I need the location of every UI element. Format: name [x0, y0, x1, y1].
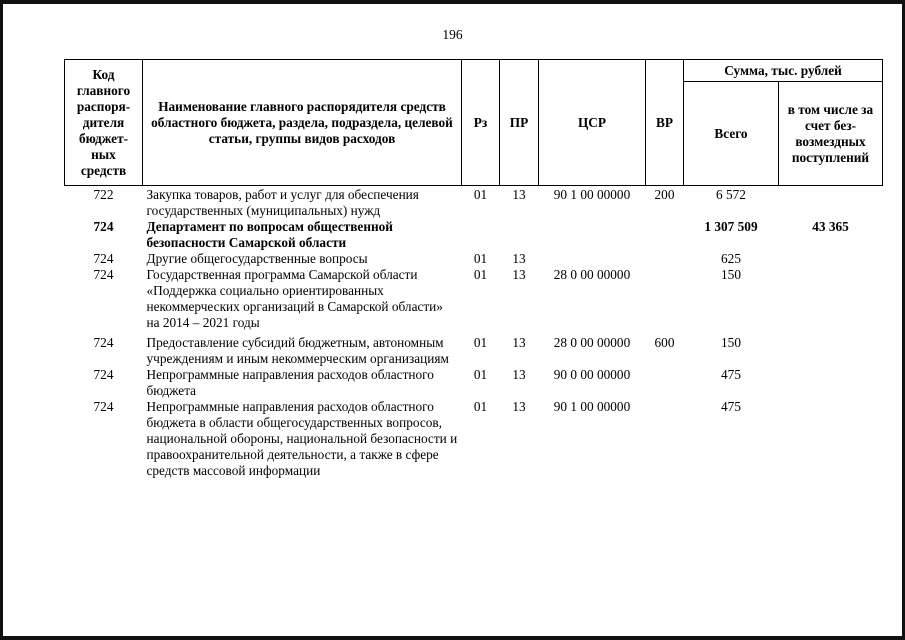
- row-code: 724: [93, 251, 114, 266]
- row-name: Предоставление субсидий бюджетным, автономным учреждениям и иным некоммерческим организациям: [146, 335, 449, 366]
- row-total: 1 307 509: [704, 219, 758, 234]
- row-total: 150: [721, 335, 741, 350]
- row-vr: 200: [654, 187, 675, 202]
- row-code: 722: [93, 187, 114, 202]
- row-incl: [779, 267, 883, 335]
- row-name: Закупка товаров, работ и услуг для обеспечения государственных (муниципальных) нужд: [146, 187, 419, 218]
- row-code: 724: [93, 399, 114, 414]
- header-incl: в том числе за счет без-возмездных поступлений: [779, 82, 883, 186]
- row-name: Государственная программа Самарской области «Поддержка социально ориентированных некоммерческих организаций в Самарской области» на 2014 – 2021 годы: [146, 267, 443, 330]
- table-row: [65, 219, 883, 251]
- row-csr: 90 1 00 00000: [553, 187, 631, 202]
- row-rz: 01: [473, 335, 488, 350]
- budget-table: [64, 59, 883, 479]
- row-csr: 90 0 00 00000: [553, 367, 631, 382]
- table-body: [65, 186, 883, 480]
- page-number: 196: [442, 27, 463, 42]
- row-csr: 28 0 00 00000: [553, 335, 631, 350]
- header-sum-group: Сумма, тыс. рублей: [684, 60, 883, 82]
- page-frame-left: [0, 0, 3, 640]
- row-pr: 13: [512, 187, 526, 202]
- header-rz: Рз: [462, 60, 500, 186]
- header-vr: ВР: [646, 60, 684, 186]
- row-code: 724: [93, 335, 114, 350]
- row-csr: [539, 251, 646, 267]
- row-vr: [646, 219, 684, 251]
- row-total: 475: [721, 367, 741, 382]
- row-total: 475: [721, 399, 741, 414]
- row-pr: 13: [512, 251, 526, 266]
- row-pr: 13: [512, 399, 526, 414]
- page-frame-bottom: [0, 636, 905, 640]
- table-header: [65, 60, 883, 186]
- row-csr: 90 1 00 00000: [553, 399, 631, 414]
- row-rz: 01: [473, 187, 488, 202]
- row-rz: 01: [473, 399, 488, 414]
- table-row: [65, 367, 883, 399]
- row-name: Департамент по вопросам общественной безопасности Самарской области: [146, 219, 393, 250]
- row-total: 150: [721, 267, 741, 282]
- table-row: [65, 335, 883, 367]
- row-code: 724: [93, 367, 114, 382]
- row-pr: 13: [512, 267, 526, 282]
- header-code: Код главного распоря-дителя бюджет-ных средств: [65, 60, 143, 186]
- row-rz: 01: [473, 267, 488, 282]
- header-csr: ЦСР: [539, 60, 646, 186]
- row-total: 625: [721, 251, 741, 266]
- table-row: [65, 251, 883, 267]
- row-incl: 43 365: [812, 219, 849, 234]
- header-pr: ПР: [500, 60, 539, 186]
- row-code: 724: [93, 219, 114, 234]
- page-frame-top: [0, 0, 905, 4]
- row-pr: 13: [512, 335, 526, 350]
- table-row: [65, 399, 883, 479]
- row-rz: [462, 219, 500, 251]
- row-vr: [646, 251, 684, 267]
- row-incl: [779, 335, 883, 367]
- row-incl: [779, 186, 883, 220]
- row-csr: 28 0 00 00000: [553, 267, 631, 282]
- header-total: Всего: [684, 82, 779, 186]
- row-incl: [779, 399, 883, 479]
- row-incl: [779, 367, 883, 399]
- row-pr: 13: [512, 367, 526, 382]
- row-csr: [539, 219, 646, 251]
- row-pr: [500, 219, 539, 251]
- row-incl: [779, 251, 883, 267]
- table-row: [65, 267, 883, 335]
- row-total: 6 572: [716, 187, 746, 202]
- row-name: Другие общегосударственные вопросы: [146, 251, 368, 266]
- header-name: Наименование главного распорядителя средств областного бюджета, раздела, подраздела, целевой статьи, группы видов расходов: [143, 60, 462, 186]
- row-vr: [646, 267, 684, 335]
- row-vr: [646, 367, 684, 399]
- row-vr: [646, 399, 684, 479]
- row-rz: 01: [473, 251, 488, 266]
- row-name: Непрограммные направления расходов областного бюджета в области общегосударственных вопросов, национальной обороны, национальной безопасности и правоохранительной деятельности, а также в сфере средств массовой информации: [146, 399, 458, 478]
- row-name: Непрограммные направления расходов областного бюджета: [146, 367, 434, 398]
- row-code: 724: [93, 267, 114, 282]
- table-row: [65, 186, 883, 220]
- row-rz: 01: [473, 367, 488, 382]
- row-vr: 600: [654, 335, 675, 350]
